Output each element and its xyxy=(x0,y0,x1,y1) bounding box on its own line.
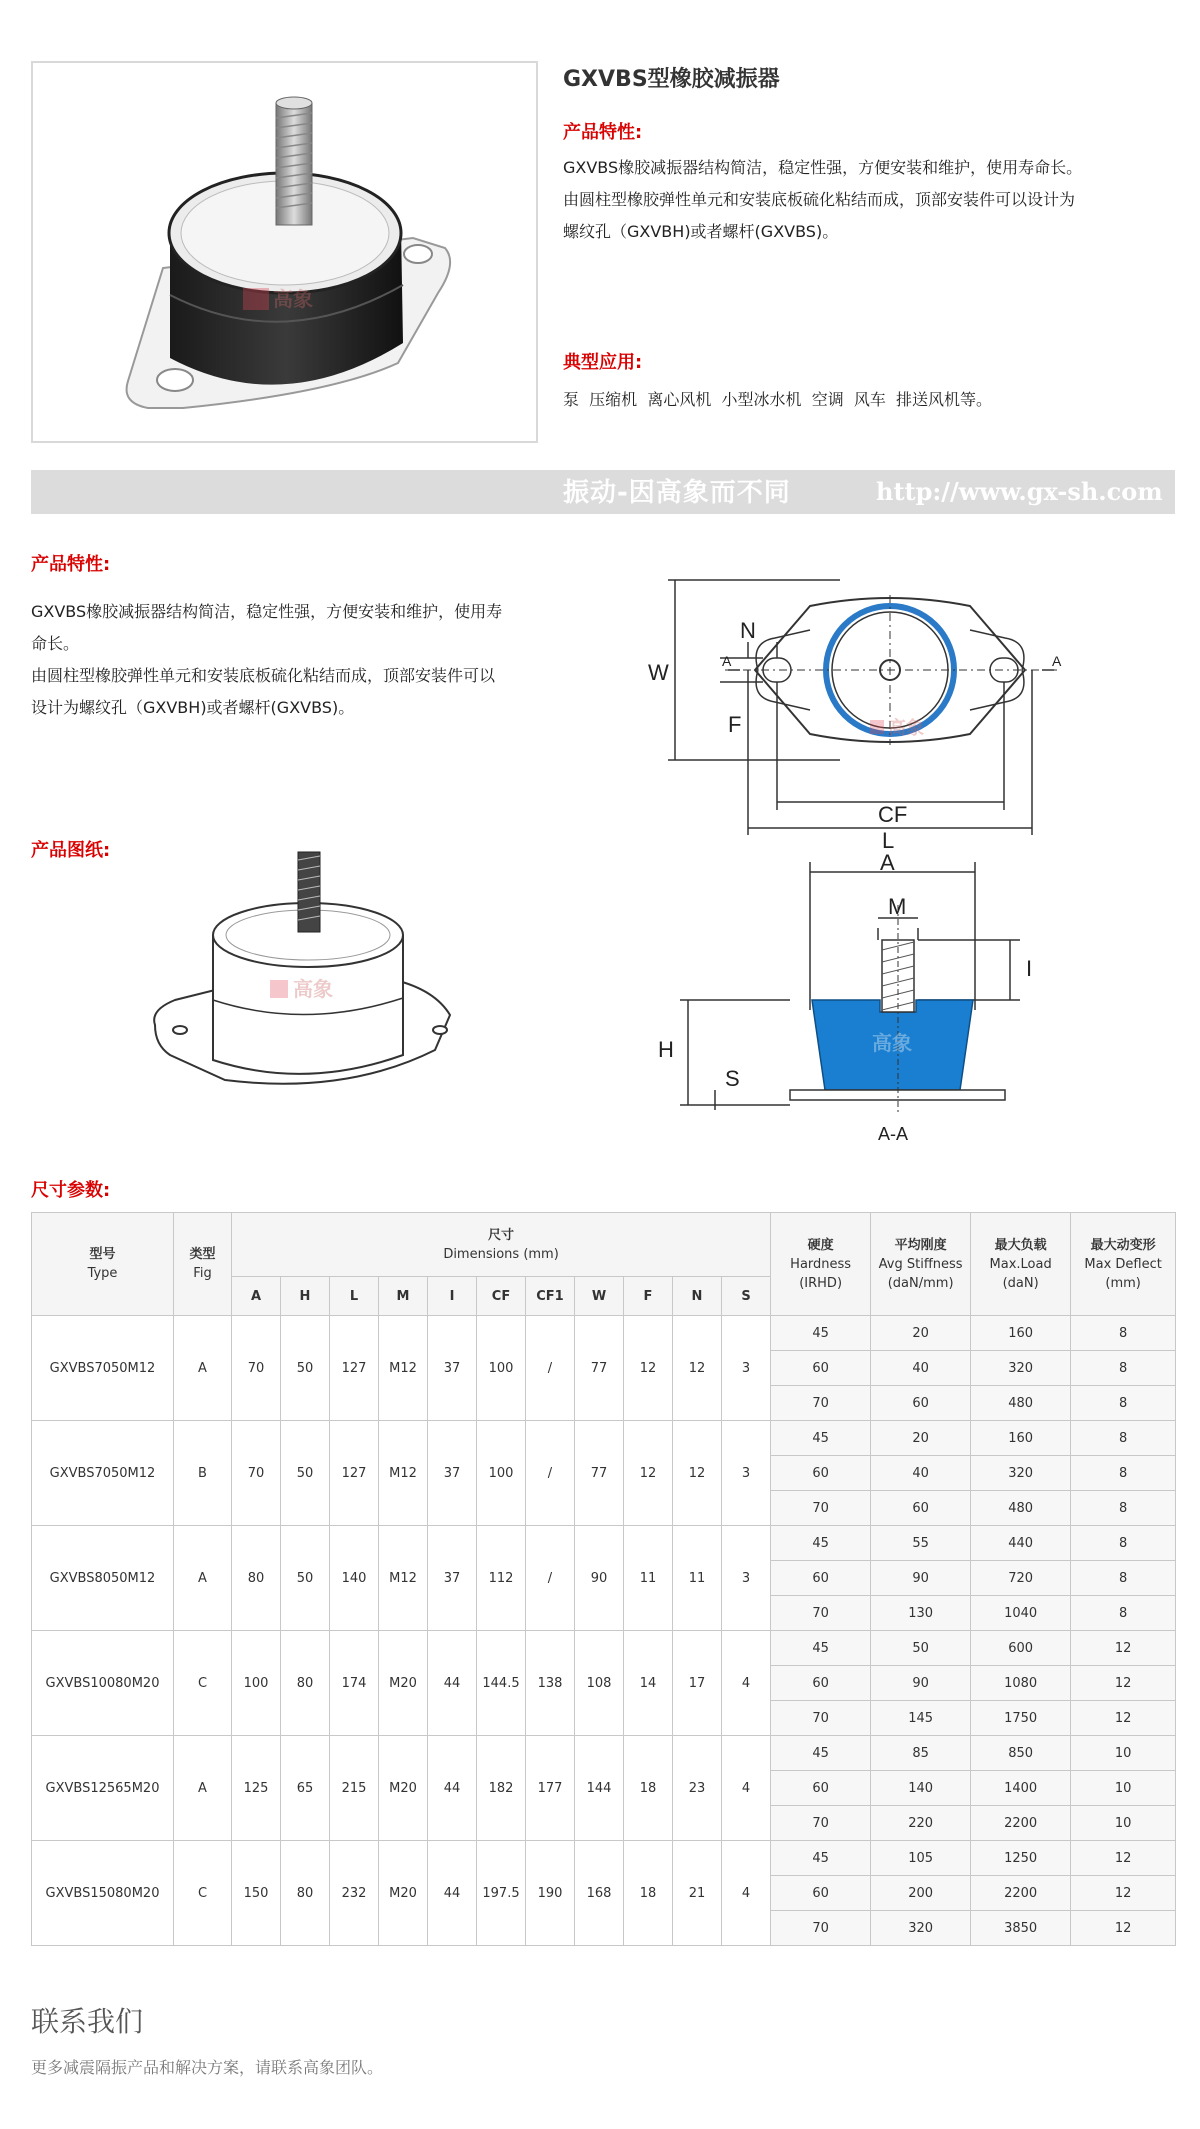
dim-label-CF: CF xyxy=(878,802,908,827)
table-row xyxy=(32,1421,1176,1456)
dimension-cell: 182 xyxy=(477,1736,526,1841)
dimension-cell: 215 xyxy=(330,1736,379,1841)
dim-label-F: F xyxy=(728,712,742,737)
table-row xyxy=(32,1631,1176,1666)
hardness-cell: 45 xyxy=(771,1316,871,1351)
dimension-cell: / xyxy=(526,1526,575,1631)
features-line: 由圆柱型橡胶弹性单元和安装底板硫化粘结而成，顶部安装件可以 xyxy=(31,666,496,685)
dim-label-S: S xyxy=(725,1066,740,1091)
hardness-cell: 70 xyxy=(771,1386,871,1421)
dimension-cell: 3 xyxy=(722,1421,771,1526)
stiffness-cell: 55 xyxy=(871,1526,971,1561)
dimension-cell: 80 xyxy=(281,1841,330,1946)
hardness-cell: 60 xyxy=(771,1561,871,1596)
max-load-cell: 160 xyxy=(971,1421,1071,1456)
dimension-cell: 140 xyxy=(330,1526,379,1631)
dimension-cell: 21 xyxy=(673,1841,722,1946)
stiffness-cell: 200 xyxy=(871,1876,971,1911)
dimension-cell: 177 xyxy=(526,1736,575,1841)
dimension-cell: M12 xyxy=(379,1421,428,1526)
max-deflect-cell: 8 xyxy=(1071,1386,1176,1421)
features-line: GXVBS橡胶减振器结构简洁，稳定性强，方便安装和维护，使用寿命长。 xyxy=(563,158,1083,177)
section-marker-right: A xyxy=(1052,653,1062,669)
max-load-cell: 440 xyxy=(971,1526,1071,1561)
type-cell: GXVBS15080M20 xyxy=(32,1841,174,1946)
table-row xyxy=(32,1841,1176,1876)
dimension-cell: M20 xyxy=(379,1841,428,1946)
dimension-cell: 150 xyxy=(232,1841,281,1946)
hardness-cell: 60 xyxy=(771,1351,871,1386)
stiffness-cell: 60 xyxy=(871,1386,971,1421)
max-load-cell: 600 xyxy=(971,1631,1071,1666)
dimension-cell: 80 xyxy=(281,1631,330,1736)
spec-table xyxy=(31,1212,1176,1946)
hardness-cell: 70 xyxy=(771,1911,871,1946)
stiffness-cell: 90 xyxy=(871,1561,971,1596)
hardness-cell: 45 xyxy=(771,1421,871,1456)
features-line: GXVBS橡胶减振器结构简洁，稳定性强，方便安装和维护，使用寿 xyxy=(31,602,503,621)
contact-title: 联系我们 xyxy=(31,2005,144,2038)
dim-col-header: H xyxy=(281,1277,330,1316)
dimension-cell: 174 xyxy=(330,1631,379,1736)
type-cell: GXVBS12565M20 xyxy=(32,1736,174,1841)
max-deflect-cell: 8 xyxy=(1071,1316,1176,1351)
max-deflect-header: 最大动变形 Max Deflect (mm) xyxy=(1071,1213,1176,1316)
dimension-cell: 70 xyxy=(232,1316,281,1421)
section-watermark: 高象 xyxy=(872,1031,912,1055)
dim-col-header: CF xyxy=(477,1277,526,1316)
banner-url: http://www.gx-sh.com xyxy=(876,477,1163,506)
max-load-cell: 2200 xyxy=(971,1876,1071,1911)
fig-header: 类型 Fig xyxy=(174,1213,232,1316)
dim-label-A: A xyxy=(880,850,895,875)
dimension-cell: 127 xyxy=(330,1316,379,1421)
fig-cell: C xyxy=(174,1631,232,1736)
section-drawing xyxy=(640,850,1080,1180)
fig-cell: A xyxy=(174,1526,232,1631)
dimension-cell: 17 xyxy=(673,1631,722,1736)
dim-label-I: I xyxy=(1026,956,1033,981)
stiffness-cell: 50 xyxy=(871,1631,971,1666)
type-cell: GXVBS7050M12 xyxy=(32,1316,174,1421)
dimension-cell: 50 xyxy=(281,1421,330,1526)
dim-col-header: N xyxy=(673,1277,722,1316)
dimension-cell: 112 xyxy=(477,1526,526,1631)
dimension-cell: 44 xyxy=(428,1736,477,1841)
dimension-cell: M12 xyxy=(379,1526,428,1631)
table-row xyxy=(32,1316,1176,1351)
stiffness-cell: 105 xyxy=(871,1841,971,1876)
features-line: 由圆柱型橡胶弹性单元和安装底板硫化粘结而成，顶部安装件可以设计为 xyxy=(563,190,1076,209)
stiffness-cell: 90 xyxy=(871,1666,971,1701)
hardness-cell: 70 xyxy=(771,1806,871,1841)
product-title: GXVBS型橡胶减振器 xyxy=(563,67,780,92)
dimension-cell: 18 xyxy=(624,1736,673,1841)
max-deflect-cell: 12 xyxy=(1071,1666,1176,1701)
max-load-header: 最大负载 Max.Load (daN) xyxy=(971,1213,1071,1316)
dimension-cell: M12 xyxy=(379,1316,428,1421)
section-marker-left: A xyxy=(722,653,732,669)
hardness-cell: 45 xyxy=(771,1736,871,1771)
hardness-cell: 45 xyxy=(771,1631,871,1666)
max-load-cell: 3850 xyxy=(971,1911,1071,1946)
spec-table-body xyxy=(32,1316,1176,1946)
top-view-drawing xyxy=(640,570,1080,850)
dimension-cell: 190 xyxy=(526,1841,575,1946)
dimension-cell: 100 xyxy=(477,1316,526,1421)
type-cell: GXVBS8050M12 xyxy=(32,1526,174,1631)
max-load-cell: 720 xyxy=(971,1561,1071,1596)
dim-label-L: L xyxy=(882,828,895,850)
max-load-cell: 1750 xyxy=(971,1701,1071,1736)
dim-col-header: F xyxy=(624,1277,673,1316)
fig-cell: C xyxy=(174,1841,232,1946)
dim-label-W: W xyxy=(648,660,669,685)
dimension-cell: 11 xyxy=(624,1526,673,1631)
stiffness-cell: 220 xyxy=(871,1806,971,1841)
dim-label-H: H xyxy=(658,1037,674,1062)
max-load-cell: 480 xyxy=(971,1491,1071,1526)
max-deflect-cell: 12 xyxy=(1071,1631,1176,1666)
dimension-cell: 138 xyxy=(526,1631,575,1736)
features-line: 螺纹孔（GXVBH)或者螺杆(GXVBS)。 xyxy=(563,222,839,241)
max-deflect-cell: 12 xyxy=(1071,1911,1176,1946)
max-load-cell: 1080 xyxy=(971,1666,1071,1701)
dim-col-header: S xyxy=(722,1277,771,1316)
hardness-cell: 70 xyxy=(771,1491,871,1526)
dimension-cell: 232 xyxy=(330,1841,379,1946)
max-deflect-cell: 8 xyxy=(1071,1351,1176,1386)
max-deflect-cell: 8 xyxy=(1071,1561,1176,1596)
features-heading: 产品特性: xyxy=(563,122,643,143)
max-deflect-cell: 10 xyxy=(1071,1806,1176,1841)
section-features-heading: 产品特性: xyxy=(31,554,111,575)
max-deflect-cell: 8 xyxy=(1071,1456,1176,1491)
stiffness-cell: 40 xyxy=(871,1456,971,1491)
dimension-cell: 77 xyxy=(575,1316,624,1421)
max-load-cell: 1400 xyxy=(971,1771,1071,1806)
fig-cell: A xyxy=(174,1316,232,1421)
table-row xyxy=(32,1526,1176,1561)
stiffness-cell: 60 xyxy=(871,1491,971,1526)
dimension-cell: 11 xyxy=(673,1526,722,1631)
size-heading: 尺寸参数: xyxy=(31,1180,111,1201)
dimension-cell: 44 xyxy=(428,1631,477,1736)
dimension-cell: 100 xyxy=(477,1421,526,1526)
dimension-cell: 50 xyxy=(281,1526,330,1631)
applications-text: 泵 压缩机 离心风机 小型冰水机 空调 风车 排送风机等。 xyxy=(563,390,993,409)
dimension-cell: 4 xyxy=(722,1736,771,1841)
max-deflect-cell: 12 xyxy=(1071,1841,1176,1876)
iso-watermark: 高象 xyxy=(293,977,333,1001)
isometric-drawing xyxy=(145,850,505,1110)
max-load-cell: 850 xyxy=(971,1736,1071,1771)
dimension-cell: 4 xyxy=(722,1631,771,1736)
dim-label-M: M xyxy=(888,894,907,919)
dimension-cell: 12 xyxy=(673,1316,722,1421)
max-load-cell: 320 xyxy=(971,1351,1071,1386)
max-load-cell: 160 xyxy=(971,1316,1071,1351)
max-deflect-cell: 8 xyxy=(1071,1596,1176,1631)
max-deflect-cell: 10 xyxy=(1071,1771,1176,1806)
stiffness-cell: 145 xyxy=(871,1701,971,1736)
hardness-cell: 45 xyxy=(771,1841,871,1876)
hardness-cell: 45 xyxy=(771,1526,871,1561)
dimension-cell: 4 xyxy=(722,1841,771,1946)
hardness-cell: 70 xyxy=(771,1596,871,1631)
features-text xyxy=(563,152,1175,248)
dim-col-header: L xyxy=(330,1277,379,1316)
dimension-cell: 37 xyxy=(428,1421,477,1526)
max-load-cell: 320 xyxy=(971,1456,1071,1491)
section-title: A-A xyxy=(878,1124,909,1144)
banner-slogan: 振动-因高象而不同 xyxy=(563,478,791,508)
dimension-cell: 12 xyxy=(624,1316,673,1421)
stiffness-cell: 40 xyxy=(871,1351,971,1386)
dimension-cell: 23 xyxy=(673,1736,722,1841)
dimension-cell: 144 xyxy=(575,1736,624,1841)
fig-cell: A xyxy=(174,1736,232,1841)
type-cell: GXVBS10080M20 xyxy=(32,1631,174,1736)
stiffness-cell: 20 xyxy=(871,1316,971,1351)
stiffness-cell: 130 xyxy=(871,1596,971,1631)
dimension-cell: 168 xyxy=(575,1841,624,1946)
hardness-cell: 60 xyxy=(771,1666,871,1701)
drawing-watermark: 高象 xyxy=(888,718,924,739)
dimension-cell: 14 xyxy=(624,1631,673,1736)
drawing-heading: 产品图纸: xyxy=(31,840,111,861)
max-deflect-cell: 12 xyxy=(1071,1876,1176,1911)
dimension-cell: 144.5 xyxy=(477,1631,526,1736)
dimension-cell: 127 xyxy=(330,1421,379,1526)
dimensions-header: 尺寸 Dimensions (mm) xyxy=(232,1213,771,1277)
fig-cell: B xyxy=(174,1421,232,1526)
dimension-cell: 18 xyxy=(624,1841,673,1946)
dimension-cell: 80 xyxy=(232,1526,281,1631)
hardness-header: 硬度 Hardness (IRHD) xyxy=(771,1213,871,1316)
dimension-cell: M20 xyxy=(379,1631,428,1736)
dimension-cell: 77 xyxy=(575,1421,624,1526)
type-cell: GXVBS7050M12 xyxy=(32,1421,174,1526)
dim-label-N: N xyxy=(740,618,756,643)
max-deflect-cell: 8 xyxy=(1071,1526,1176,1561)
max-load-cell: 1040 xyxy=(971,1596,1071,1631)
dim-col-header: CF1 xyxy=(526,1277,575,1316)
hardness-cell: 60 xyxy=(771,1771,871,1806)
dimension-cell: / xyxy=(526,1421,575,1526)
dimension-cell: M20 xyxy=(379,1736,428,1841)
dimension-cell: 12 xyxy=(673,1421,722,1526)
table-row xyxy=(32,1736,1176,1771)
max-load-cell: 2200 xyxy=(971,1806,1071,1841)
stiffness-cell: 20 xyxy=(871,1421,971,1456)
dimension-cell: 44 xyxy=(428,1841,477,1946)
section-features-text xyxy=(31,596,591,724)
dim-col-header: W xyxy=(575,1277,624,1316)
dimension-cell: 37 xyxy=(428,1526,477,1631)
max-deflect-cell: 8 xyxy=(1071,1491,1176,1526)
dimension-cell: 3 xyxy=(722,1316,771,1421)
dimension-cell: 197.5 xyxy=(477,1841,526,1946)
applications-heading: 典型应用: xyxy=(563,352,643,373)
dimension-cell: 108 xyxy=(575,1631,624,1736)
dimension-cell: / xyxy=(526,1316,575,1421)
hardness-cell: 60 xyxy=(771,1876,871,1911)
dimension-cell: 65 xyxy=(281,1736,330,1841)
stiffness-header: 平均刚度 Avg Stiffness (daN/mm) xyxy=(871,1213,971,1316)
dimension-cell: 50 xyxy=(281,1316,330,1421)
stiffness-cell: 140 xyxy=(871,1771,971,1806)
product-photo xyxy=(31,61,538,443)
dim-col-header: I xyxy=(428,1277,477,1316)
dimension-cell: 12 xyxy=(624,1421,673,1526)
features-line: 设计为螺纹孔（GXVBH)或者螺杆(GXVBS)。 xyxy=(31,698,355,717)
dimension-cell: 90 xyxy=(575,1526,624,1631)
dim-col-header: M xyxy=(379,1277,428,1316)
max-deflect-cell: 8 xyxy=(1071,1421,1176,1456)
contact-text: 更多减震隔振产品和解决方案，请联系高象团队。 xyxy=(31,2058,384,2077)
stiffness-cell: 85 xyxy=(871,1736,971,1771)
max-load-cell: 1250 xyxy=(971,1841,1071,1876)
hardness-cell: 70 xyxy=(771,1701,871,1736)
dimension-cell: 3 xyxy=(722,1526,771,1631)
max-deflect-cell: 10 xyxy=(1071,1736,1176,1771)
stiffness-cell: 320 xyxy=(871,1911,971,1946)
max-load-cell: 480 xyxy=(971,1386,1071,1421)
dimension-cell: 70 xyxy=(232,1421,281,1526)
hardness-cell: 60 xyxy=(771,1456,871,1491)
dimension-cell: 37 xyxy=(428,1316,477,1421)
dimension-cell: 100 xyxy=(232,1631,281,1736)
features-line: 命长。 xyxy=(31,634,80,653)
type-header: 型号 Type xyxy=(32,1213,174,1316)
max-deflect-cell: 12 xyxy=(1071,1701,1176,1736)
dim-col-header: A xyxy=(232,1277,281,1316)
svg-text:高象: 高象 xyxy=(273,287,313,311)
dimension-cell: 125 xyxy=(232,1736,281,1841)
